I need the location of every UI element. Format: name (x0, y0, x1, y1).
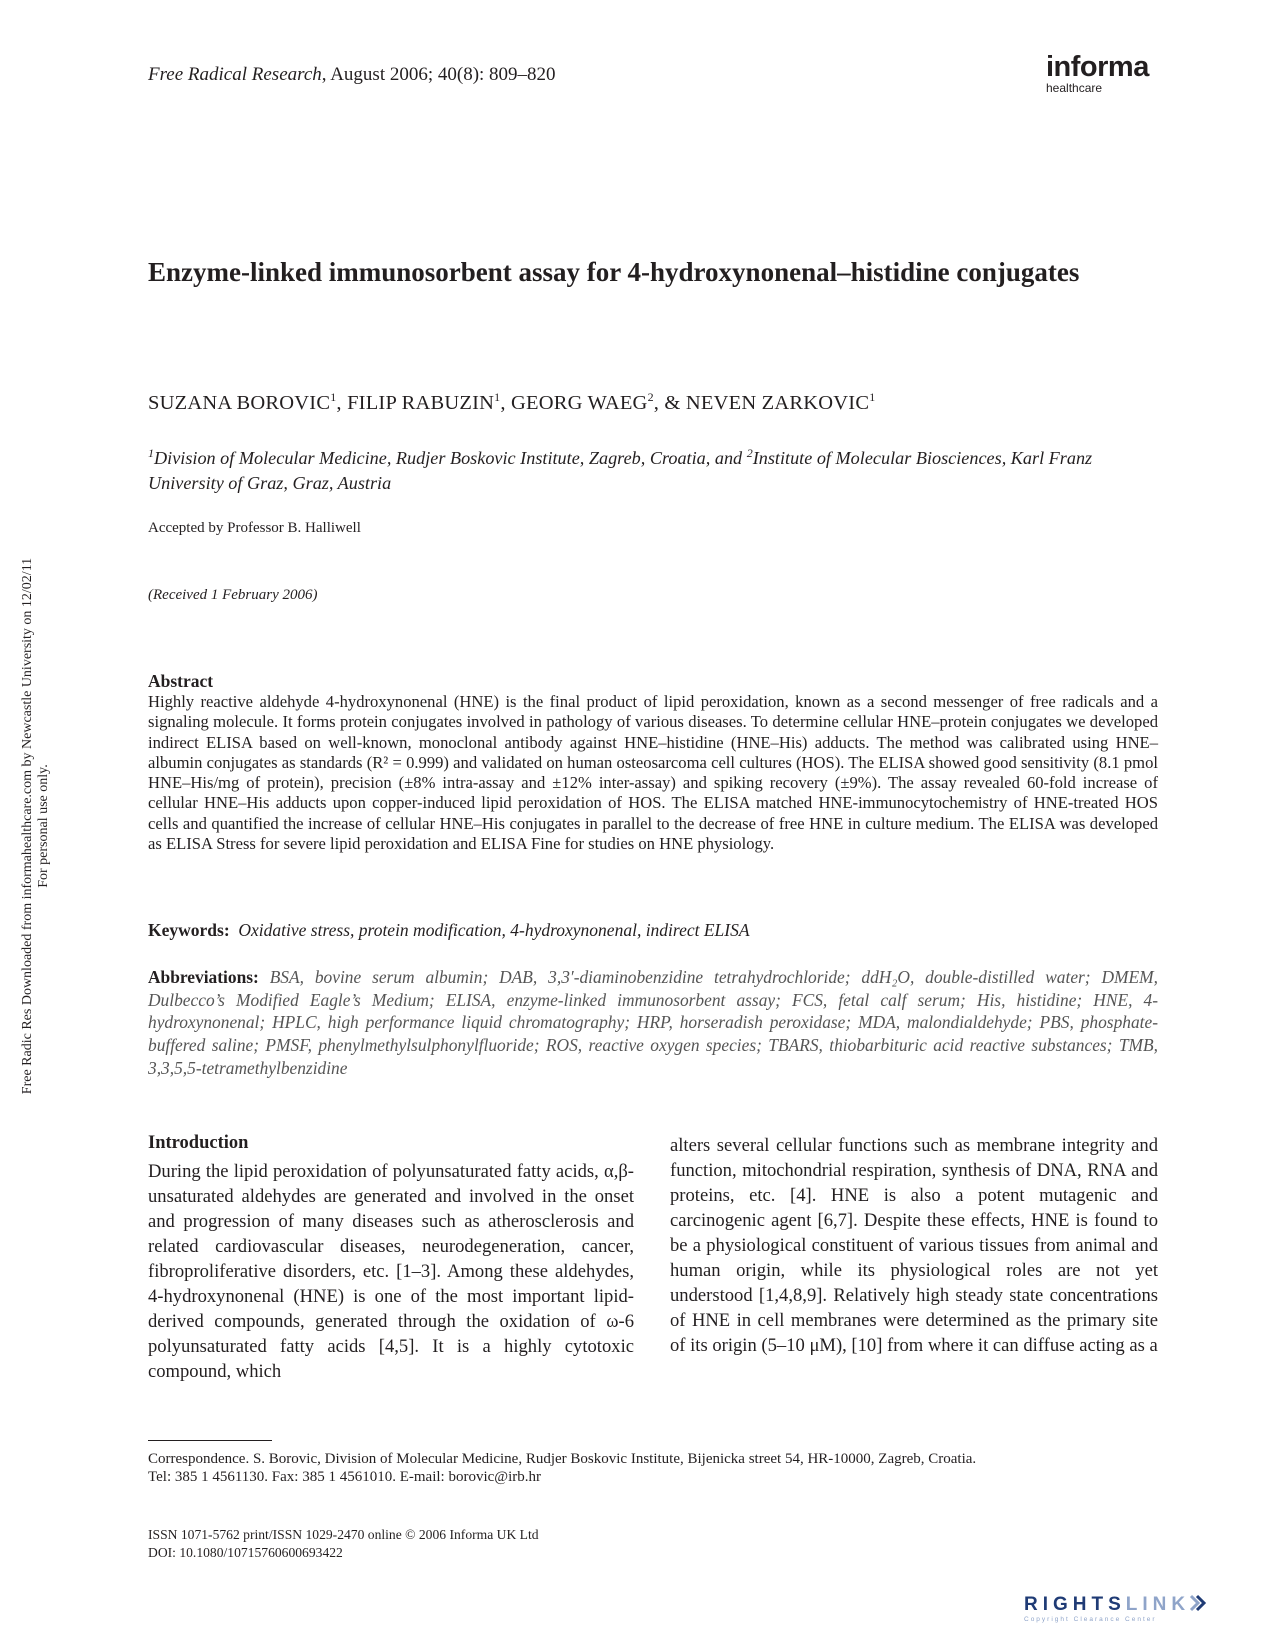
issn-doi (148, 1526, 539, 1562)
download-watermark-line-1: Free Radic Res Downloaded from informahealthcare.com by Newcastle University on 12/02/11 (20, 557, 35, 1095)
author-separator: , (336, 392, 348, 414)
introduction-heading: Introduction (148, 1133, 249, 1153)
introduction-column-left: During the lipid peroxidation of polyunsaturated fatty acids, α,β-unsaturated aldehydes are generated and involved in the onset and progression of many diseases such as atherosclerosis and related cardiovascular diseases, neurodegeneration, cancer, fibroproliferative disorders, etc. [1–3]. Among these aldehydes, 4-hydroxynonenal (HNE) is one of the most important lipid-derived compounds, generated through the oxidation of ω-6 polyunsaturated fatty acids [4,5]. It is a highly cytotoxic compound, which (148, 1161, 634, 1382)
affiliation-mark: 1 (148, 445, 154, 460)
abbreviations-value: BSA, bovine serum albumin; DAB, 3,3′-diaminobenzidine tetrahydrochloride; ddH₂O, double-distilled water; DMEM, Dulbecco’s Modified Eagle’s Medium; ELISA, enzyme-linked immunosorbent assay; FCS, fetal calf serum; His, histidine; HNE, 4-hydroxynonenal; HPLC, high performance liquid chromatography; HRP, horseradish peroxidase; MDA, malondialdehyde; PBS, phosphate-buffered saline; PMSF, phenylmethylsulphonylfluoride; ROS, reactive oxygen species; TBARS, thiobarbituric acid reactive substances; TMB, 3,3,5,5-tetramethylbenzidine (148, 967, 1158, 1078)
journal-citation (148, 64, 556, 86)
accepted-by: Accepted by Professor B. Halliwell (148, 520, 361, 536)
issn: ISSN 1071-5762 print/ISSN 1029-2470 online © 2006 Informa UK Ltd (148, 1527, 539, 1542)
rightslink-light: LINK (1125, 1594, 1191, 1615)
publisher-subtitle: healthcare (1046, 81, 1103, 95)
abbreviations-label: Abbreviations: (148, 967, 259, 987)
affiliation-2: Institute of Molecular Biosciences, Karl Franz University of Graz, Graz, Austria (148, 448, 1093, 493)
keywords-label: Keywords: (148, 920, 230, 940)
doi: DOI: 10.1080/10715760600693422 (148, 1545, 343, 1560)
introduction-column-right: alters several cellular functions such as membrane integrity and function, mitochondrial respiration, synthesis of DNA, RNA and proteins, etc. [4]. HNE is also a potent mutagenic and carcinogenic agent [6,7]. Despite these effects, HNE is found to be a physiological constituent of various tissues from animal and human origin, while its physiological roles are not yet understood [1,4,8,9]. Relatively high steady state concentrations of HNE in cell membranes were determined as the primary site of its origin (5–10 μM), [10] from where it can diffuse acting as a (670, 1135, 1158, 1356)
footnote-rule (148, 1440, 272, 1441)
abstract-text: Highly reactive aldehyde 4-hydroxynonenal (HNE) is the final product of lipid peroxidation, known as a second messenger of free radicals and a signaling molecule. It forms protein conjugates involved in pathology of various diseases. To determine cellular HNE–protein conjugates we developed indirect ELISA based on well-known, monoclonal antibody against HNE–histidine (HNE–His) adducts. The method was calibrated using HNE–albumin conjugates as standards (R² = 0.999) and validated on human osteosarcoma cell cultures (HOS). The ELISA showed good sensitivity (8.1 pmol HNE–His/mg of protein), precision (±8% intra-assay and ±12% inter-assay) and spiking recovery (±9%). The assay revealed 60-fold increase of cellular HNE–His adducts upon copper-induced lipid peroxidation of HOS. The ELISA matched HNE-immunocytochemistry of HNE-treated HOS cells and quantified the increase of cellular HNE–His conjugates in parallel to the decrease of free HNE in culture medium. The ELISA was developed as ELISA Stress for severe lipid peroxidation and ELISA Fine for studies on HNE physiology. (148, 692, 1158, 854)
affiliation-1: Division of Molecular Medicine, Rudjer Boskovic Institute, Zagreb, Croatia, and (154, 448, 747, 468)
keywords (148, 920, 1158, 941)
author-separator: , (500, 392, 511, 414)
received-date: (Received 1 February 2006) (148, 587, 318, 603)
author-name: GEORG WAEG (510, 392, 648, 414)
rightslink-logo[interactable] (1024, 1594, 1206, 1623)
author-name: FILIP RABUZIN (347, 392, 495, 414)
author-list (148, 392, 875, 415)
correspondence-contact: Tel: 385 1 4561130. Fax: 385 1 4561010. E-mail: borovic@irb.hr (148, 1469, 541, 1485)
rightslink-wordmark (1024, 1594, 1206, 1615)
download-watermark-line-2: For personal use only. (36, 764, 51, 888)
journal-name: Free Radical Research (148, 64, 322, 85)
abbreviations (148, 966, 1158, 1080)
journal-details: , August 2006; 40(8): 809–820 (321, 64, 556, 85)
author-affiliation-mark: 2 (647, 390, 654, 405)
correspondence (148, 1450, 1158, 1486)
download-watermark (20, 416, 52, 1236)
keywords-value: Oxidative stress, protein modification, 4-hydroxynonenal, indirect ELISA (238, 920, 750, 940)
author-name: NEVEN ZARKOVIC (685, 392, 870, 414)
affiliations (148, 446, 1158, 496)
correspondence-address: Correspondence. S. Borovic, Division of Molecular Medicine, Rudjer Boskovic Institute, Bijenicka street 54, HR-10000, Zagreb, Croatia. (148, 1451, 977, 1467)
rightslink-dark: RIGHTS (1024, 1594, 1126, 1615)
affiliation-mark: 2 (746, 445, 753, 460)
abstract-heading: Abstract (148, 671, 214, 691)
article-title: Enzyme-linked immunosorbent assay for 4-hydroxynonenal–histidine conjugates (148, 257, 1080, 287)
author-separator: , & (653, 392, 686, 414)
rightslink-chevron-icon (1188, 1594, 1206, 1612)
author-name: SUZANA BOROVIC (148, 392, 331, 414)
author-affiliation-mark: 1 (494, 390, 501, 405)
rightslink-subtitle: Copyright Clearance Center (1024, 1616, 1157, 1623)
publisher-logo (1046, 52, 1156, 94)
author-affiliation-mark: 1 (869, 390, 876, 405)
author-affiliation-mark: 1 (330, 390, 337, 405)
publisher-name: informa (1046, 51, 1149, 83)
